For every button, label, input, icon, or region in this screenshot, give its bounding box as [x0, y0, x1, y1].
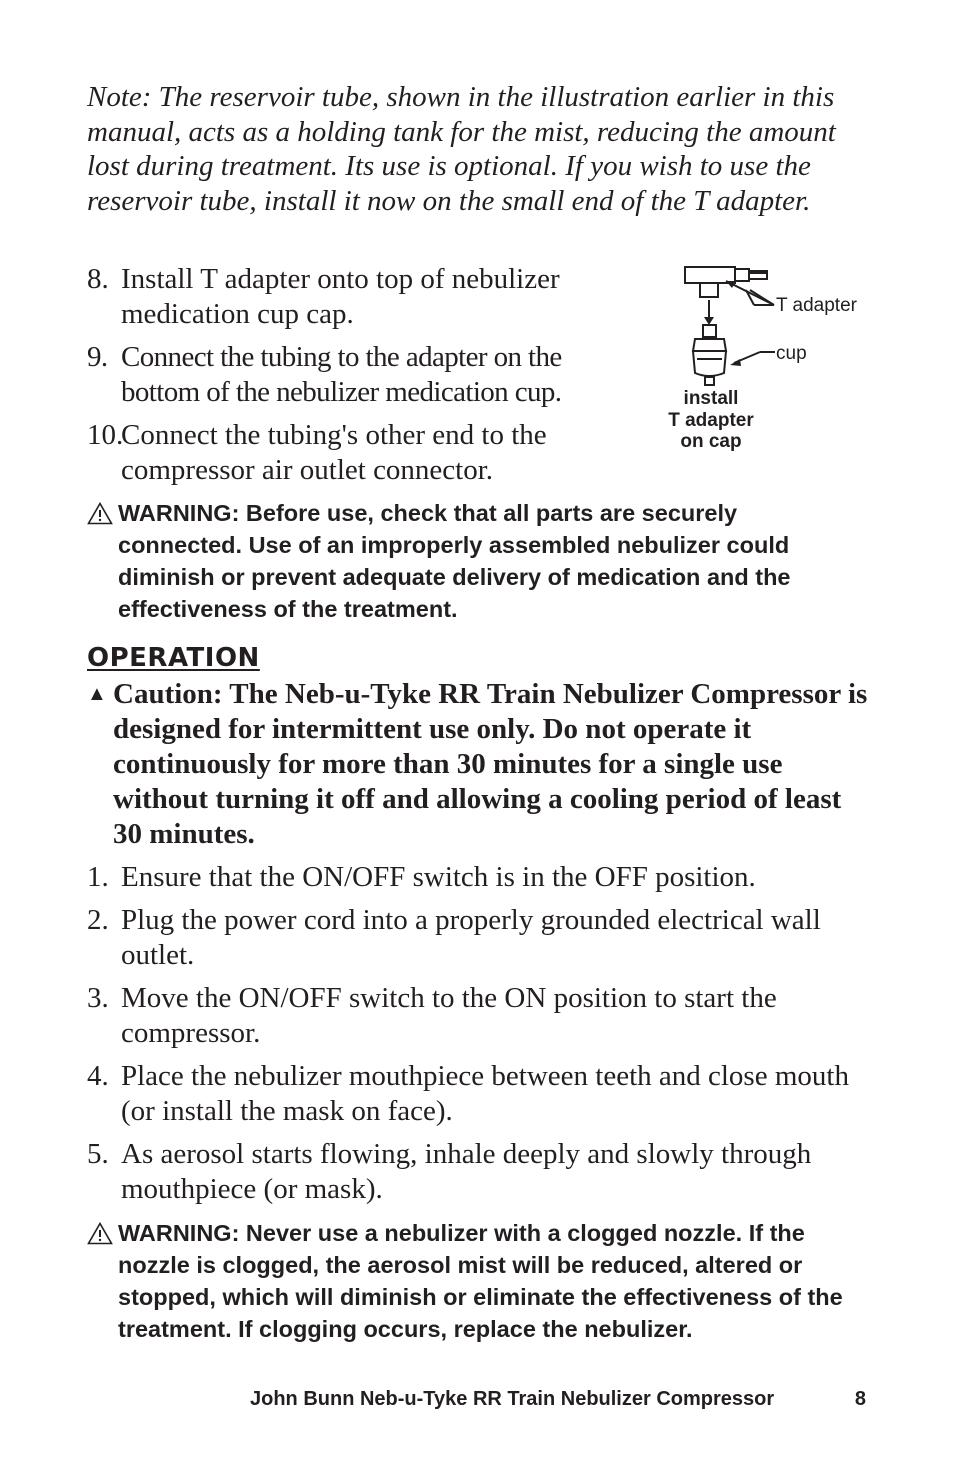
step-number: 4.: [87, 1060, 109, 1092]
warning-triangle-icon: [87, 1222, 113, 1245]
step-text: Install T adapter onto top of nebulizer medication cup cap.: [121, 263, 560, 330]
caption-line: on cap: [680, 431, 742, 452]
step-text: Plug the power cord into a properly grounded electrical wall outlet.: [121, 904, 821, 971]
step-text: Connect the tubing to the adapter on the bottom of the nebulizer medication cup.: [121, 341, 562, 408]
operation-step-4: [87, 1059, 887, 1129]
t-adapter-label: T adapter: [776, 295, 857, 316]
warning-triangle-icon: [87, 502, 113, 525]
operation-step-2: [87, 903, 887, 973]
footer-title: John Bunn Neb-u-Tyke RR Train Nebulizer Compressor: [250, 1388, 775, 1410]
warning-assembly: [87, 497, 867, 625]
cup-label: cup: [776, 343, 807, 364]
t-adapter-illustration: [650, 255, 880, 465]
page-number: 8: [854, 1388, 866, 1410]
caption-line: install: [683, 388, 739, 409]
caution-block: [87, 677, 877, 852]
operation-step-1: [87, 860, 887, 895]
page-footer: [250, 1388, 866, 1411]
assembly-step-10: [87, 418, 632, 488]
step-number: 8.: [87, 263, 109, 295]
step-text: As aerosol starts flowing, inhale deeply and slowly through mouthpiece (or mask).: [121, 1138, 812, 1205]
operation-step-5: [87, 1137, 887, 1207]
step-number: 3.: [87, 982, 109, 1014]
assembly-step-9: [87, 340, 632, 410]
warning-text: WARNING: Never use a nebulizer with a clogged nozzle. If the nozzle is clogged, the aerosol mist will be reduced, altered or stopped, which will diminish or eliminate the effectiveness of the treatment. If clogging occurs, replace the nebulizer.: [118, 1220, 843, 1342]
step-text: Connect the tubing's other end to the compressor air outlet connector.: [121, 419, 547, 486]
step-number: 5.: [87, 1138, 109, 1170]
step-number: 9.: [87, 341, 108, 373]
step-text: Place the nebulizer mouthpiece between teeth and close mouth (or install the mask on face).: [121, 1060, 849, 1127]
warning-clogged-nozzle: [87, 1217, 877, 1345]
step-number: 10.: [87, 419, 124, 451]
step-number: 2.: [87, 904, 109, 936]
warning-text: WARNING: Before use, check that all parts are securely connected. Use of an improperly assembled nebulizer could diminish or prevent adequate delivery of medication and the effectiveness of the treatment.: [118, 500, 791, 622]
step-text: Move the ON/OFF switch to the ON position to start the compressor.: [121, 982, 777, 1049]
caution-triangle-icon: ▲: [87, 683, 107, 705]
step-text: Ensure that the ON/OFF switch is in the OFF position.: [121, 861, 756, 893]
note-paragraph: Note: The reservoir tube, shown in the illustration earlier in this manual, acts as a holding tank for the mist, reducing the amount lost during treatment. Its use is optional. If you wish to use the reservoir tube, install it now on the small end of the T adapter.: [87, 81, 836, 217]
assembly-step-8: [87, 262, 632, 332]
figure-caption: [650, 388, 772, 453]
step-number: 1.: [87, 861, 109, 893]
operation-step-3: [87, 981, 887, 1051]
t-adapter-drawing: [650, 255, 880, 395]
caption-line: T adapter: [668, 409, 754, 431]
operation-heading: OPERATION: [87, 643, 260, 673]
caution-text: Caution: The Neb-u-Tyke RR Train Nebulizer Compressor is designed for intermittent use only. Do not operate it continuously for more than 30 minutes for a single use without turning it off and allowing a cooling period of least 30 minutes.: [113, 678, 868, 850]
